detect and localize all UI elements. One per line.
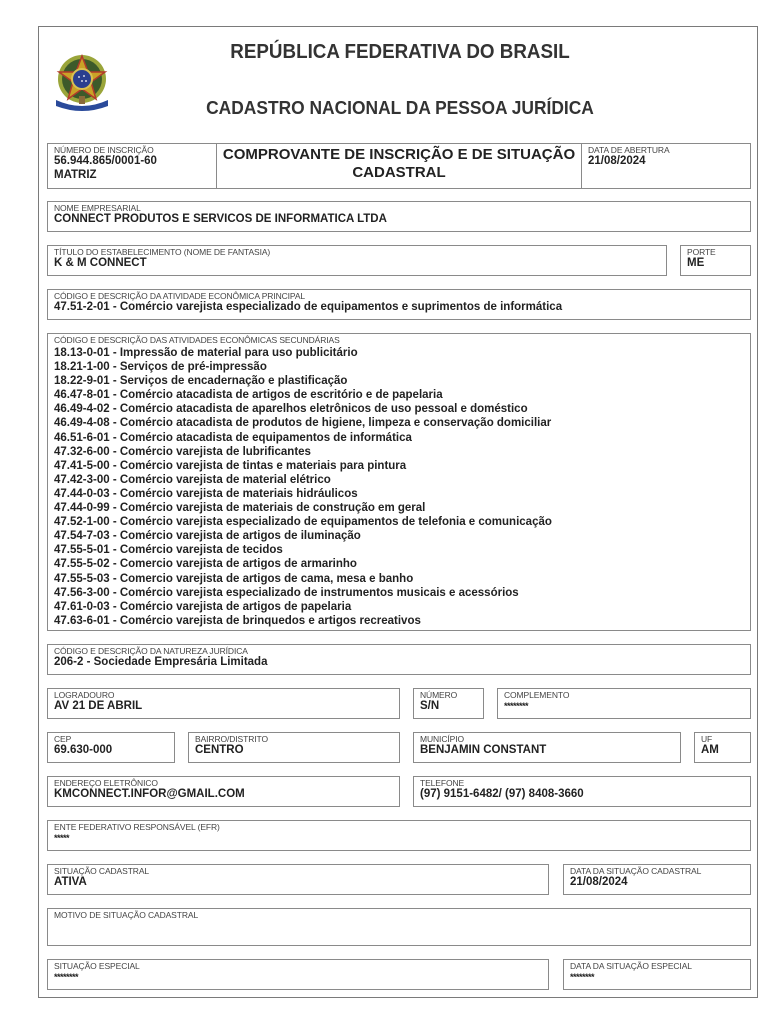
atividades-secundarias-box <box>47 333 751 631</box>
numero-box <box>413 688 484 719</box>
efr-value: ***** <box>54 833 70 843</box>
list-item: 47.44-0-99 - Comércio varejista de materiais de construção em geral <box>54 502 426 515</box>
motivo-situacao-label: MOTIVO DE SITUAÇÃO CADASTRAL <box>54 910 199 920</box>
cep-value: 69.630-000 <box>54 744 113 756</box>
complemento-label: COMPLEMENTO <box>504 690 570 700</box>
titulo-estabelecimento-box <box>47 245 667 276</box>
brazil-coat-of-arms-icon <box>52 52 112 114</box>
data-situacao-cadastral-value: 21/08/2024 <box>570 876 628 888</box>
situacao-cadastral-box <box>47 864 549 895</box>
list-item: 47.56-3-00 - Comércio varejista especializado de instrumentos musicais e acessórios <box>54 586 519 599</box>
numero-label: NÚMERO <box>420 690 458 700</box>
cep-box <box>47 732 175 763</box>
telefone-value: (97) 9151-6482/ (97) 8408-3660 <box>420 788 584 800</box>
list-item: 18.13-0-01 - Impressão de material para uso publicitário <box>54 347 358 359</box>
natureza-juridica-label: CÓDIGO E DESCRIÇÃO DA NATUREZA JURÍDICA <box>54 646 248 656</box>
data-situacao-cadastral-label: DATA DA SITUAÇÃO CADASTRAL <box>570 866 702 876</box>
uf-value: AM <box>701 744 719 756</box>
list-item: 18.21-1-00 - Serviços de pré-impressão <box>54 361 267 374</box>
bairro-value: CENTRO <box>195 744 244 756</box>
telefone-label: TELEFONE <box>420 778 465 788</box>
data-situacao-especial-label: DATA DA SITUAÇÃO ESPECIAL <box>570 961 692 971</box>
natureza-juridica-value: 206-2 - Sociedade Empresária Limitada <box>54 656 268 668</box>
situacao-especial-value: ******** <box>54 972 79 982</box>
nome-empresarial-label: NOME EMPRESARIAL <box>54 203 141 213</box>
list-item: 47.61-0-03 - Comércio varejista de artigos de papelaria <box>54 600 352 613</box>
logradouro-box <box>47 688 400 719</box>
list-item: 46.49-4-08 - Comércio atacadista de produtos de higiene, limpeza e conservação domiciliar <box>54 417 552 430</box>
municipio-value: BENJAMIN CONSTANT <box>420 744 547 756</box>
natureza-juridica-box <box>47 644 751 675</box>
uf-label: UF <box>701 734 713 744</box>
telefone-box <box>413 776 751 807</box>
document-title <box>216 143 582 188</box>
porte-value: ME <box>687 257 705 269</box>
abertura-value: 21/08/2024 <box>588 155 646 167</box>
atividades-secundarias-list <box>54 346 552 628</box>
efr-box <box>47 820 751 851</box>
logradouro-value: AV 21 DE ABRIL <box>54 700 143 712</box>
list-item: 47.41-5-00 - Comércio varejista de tintas e materiais para pintura <box>54 459 407 472</box>
atividade-principal-label: CÓDIGO E DESCRIÇÃO DA ATIVIDADE ECONÔMICA PRINCIPAL <box>54 291 306 301</box>
bairro-box <box>188 732 400 763</box>
list-item: 46.47-8-01 - Comércio atacadista de artigos de escritório e de papelaria <box>54 389 443 402</box>
titulo-estabelecimento-value: K & M CONNECT <box>54 257 147 269</box>
logradouro-label: LOGRADOURO <box>54 690 115 700</box>
situacao-especial-label: SITUAÇÃO ESPECIAL <box>54 961 140 971</box>
list-item: 46.49-4-02 - Comércio atacadista de aparelhos eletrônicos de uso pessoal e doméstico <box>54 403 528 416</box>
atividade-principal-value: 47.51-2-01 - Comércio varejista especializado de equipamentos e suprimentos de informática <box>54 301 563 313</box>
email-label: ENDEREÇO ELETRÔNICO <box>54 778 158 788</box>
porte-box <box>680 245 751 276</box>
uf-box <box>694 732 751 763</box>
bairro-label: BAIRRO/DISTRITO <box>195 734 268 744</box>
list-item: 47.54-7-03 - Comércio varejista de artigos de iluminação <box>54 530 361 543</box>
atividades-secundarias-label: CÓDIGO E DESCRIÇÃO DAS ATIVIDADES ECONÔMICAS SECUNDÁRIAS <box>54 335 340 345</box>
efr-label: ENTE FEDERATIVO RESPONSÁVEL (EFR) <box>54 822 220 832</box>
email-box <box>47 776 400 807</box>
situacao-especial-box <box>47 959 549 990</box>
list-item: 47.44-0-03 - Comércio varejista de materiais hidráulicos <box>54 487 358 500</box>
document-title-line1: COMPROVANTE DE INSCRIÇÃO E DE SITUAÇÃO <box>222 146 576 163</box>
list-item: 47.32-6-00 - Comércio varejista de lubrificantes <box>54 445 311 458</box>
municipio-box <box>413 732 681 763</box>
list-item: 47.52-1-00 - Comércio varejista especializado de equipamentos de telefonia e comunicação <box>54 516 552 529</box>
cep-label: CEP <box>54 734 72 744</box>
data-situacao-cadastral-box <box>563 864 751 895</box>
complemento-box <box>497 688 751 719</box>
list-item: 47.63-6-01 - Comércio varejista de brinquedos e artigos recreativos <box>54 614 421 627</box>
abertura-label: DATA DE ABERTURA <box>588 145 670 155</box>
country-title: REPÚBLICA FEDERATIVA DO BRASIL <box>230 41 570 63</box>
list-item: 18.22-9-01 - Serviços de encadernação e plastificação <box>54 375 348 388</box>
complemento-value: ******** <box>504 701 529 711</box>
municipio-label: MUNICÍPIO <box>420 734 464 744</box>
inscricao-value: 56.944.865/0001-60 <box>54 155 157 167</box>
list-item: 47.55-5-02 - Comercio varejista de artigos de armarinho <box>54 558 357 571</box>
inscricao-label: NÚMERO DE INSCRIÇÃO <box>54 145 154 155</box>
situacao-cadastral-label: SITUAÇÃO CADASTRAL <box>54 866 150 876</box>
list-item: 47.55-5-03 - Comercio varejista de artigos de cama, mesa e banho <box>54 572 414 585</box>
email-value: KMCONNECT.INFOR@GMAIL.COM <box>54 788 245 800</box>
list-item: 46.51-6-01 - Comércio atacadista de equipamentos de informática <box>54 431 412 444</box>
titulo-estabelecimento-label: TÍTULO DO ESTABELECIMENTO (NOME DE FANTASIA) <box>54 247 271 257</box>
list-item: 47.55-5-01 - Comércio varejista de tecidos <box>54 544 283 557</box>
nome-empresarial-value: CONNECT PRODUTOS E SERVICOS DE INFORMATICA LTDA <box>54 213 387 225</box>
numero-value: S/N <box>420 700 440 712</box>
registry-title: CADASTRO NACIONAL DA PESSOA JURÍDICA <box>206 97 594 118</box>
data-situacao-especial-value: ******** <box>570 972 595 982</box>
list-item: 47.42-3-00 - Comércio varejista de material elétrico <box>54 473 331 486</box>
inscricao-type: MATRIZ <box>54 169 97 181</box>
situacao-cadastral-value: ATIVA <box>54 876 87 888</box>
nome-empresarial-box <box>47 201 751 232</box>
motivo-situacao-box <box>47 908 751 946</box>
data-situacao-especial-box <box>563 959 751 990</box>
atividade-principal-box <box>47 289 751 320</box>
porte-label: PORTE <box>687 247 716 257</box>
document-title-line2: CADASTRAL <box>352 164 446 181</box>
